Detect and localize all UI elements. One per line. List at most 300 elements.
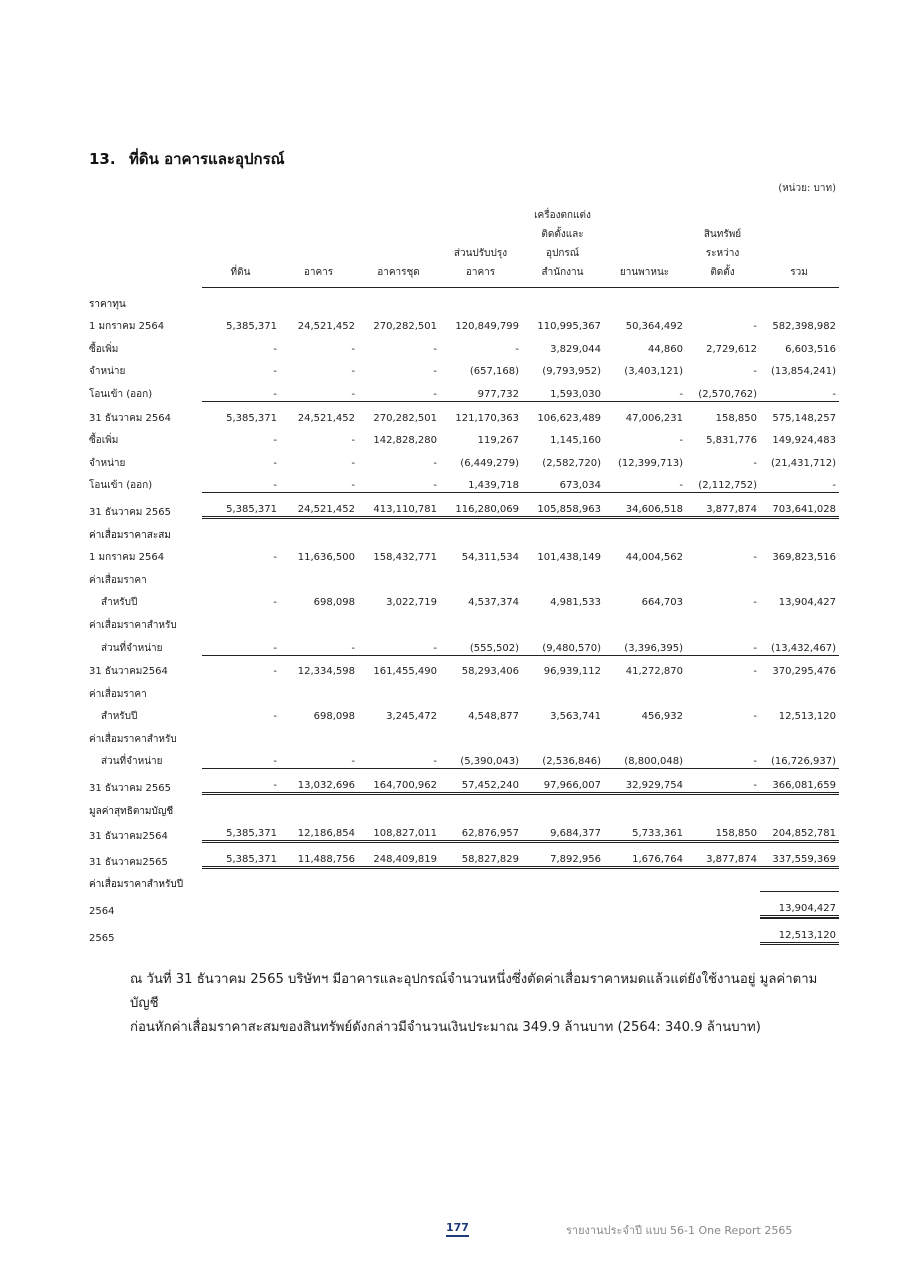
- table-cell: 108,827,011: [358, 818, 440, 844]
- row-label: 2564: [89, 906, 115, 918]
- table-row: [87, 678, 839, 701]
- empty-cell: [440, 564, 522, 587]
- table-cell: 97,966,007: [522, 768, 604, 795]
- row-label: จำหน่าย: [89, 457, 126, 469]
- row-label: ซื้อเพิ่ม: [89, 343, 119, 355]
- table-cell: [358, 891, 440, 918]
- table-cell: -: [351, 756, 355, 768]
- table-cell: 370,295,476: [760, 655, 839, 679]
- table-cell: (13,854,241): [770, 366, 836, 378]
- column-header: [760, 206, 839, 288]
- row-label: ค่าเสื่อมราคาสะสม: [89, 529, 171, 541]
- row-label: 31 ธันวาคม 2565: [89, 506, 171, 518]
- table-cell: -: [273, 597, 277, 609]
- table-cell: 5,733,361: [604, 818, 686, 844]
- empty-cell: [522, 609, 604, 632]
- table-cell: 13,904,427: [778, 597, 836, 609]
- table-cell: -: [753, 642, 757, 654]
- table-cell: (13,432,467): [770, 642, 836, 654]
- footnote-paragraph: [130, 968, 830, 1040]
- table-cell: -: [351, 388, 355, 400]
- empty-cell: [440, 609, 522, 632]
- row-label: ซื้อเพิ่ม: [89, 435, 119, 447]
- row-label: สำหรับปี: [101, 597, 138, 609]
- table-cell: 7,892,956: [522, 843, 604, 869]
- table-cell: -: [273, 388, 277, 400]
- table-cell: 24,521,452: [280, 492, 358, 519]
- table-row: [87, 891, 839, 918]
- table-cell: -: [753, 366, 757, 378]
- table-cell: 11,488,756: [280, 843, 358, 869]
- table-row: [87, 701, 839, 724]
- empty-cell: [280, 564, 358, 587]
- empty-cell: [440, 723, 522, 746]
- table-cell: -: [433, 343, 437, 355]
- table-cell: 44,004,562: [625, 552, 683, 564]
- table-cell: -: [202, 768, 280, 795]
- table-cell: (12,399,713): [617, 457, 683, 469]
- table-cell: 121,170,363: [440, 401, 522, 425]
- empty-cell: [440, 869, 522, 892]
- empty-cell: [202, 609, 280, 632]
- empty-cell: [522, 678, 604, 701]
- empty-cell: [358, 609, 440, 632]
- table-cell: 158,850: [686, 818, 760, 844]
- table-cell: 698,098: [313, 597, 355, 609]
- table-row: [87, 795, 839, 818]
- table-cell: 58,293,406: [440, 655, 522, 679]
- table-cell: 54,311,534: [461, 552, 519, 564]
- table-cell: -: [273, 642, 277, 654]
- column-header: [604, 206, 686, 288]
- footnote-line-2: ก่อนหักค่าเสื่อมราคาสะสมของสินทรัพย์ดังกล่าวมีจำนวนเงินประมาณ 349.9 ล้านบาท (2564: 340.9 ล้านบาท): [130, 1020, 761, 1035]
- table-cell: -: [273, 711, 277, 723]
- table-cell: 1,439,718: [468, 480, 519, 492]
- table-cell: 3,245,472: [386, 711, 437, 723]
- table-cell: 119,267: [477, 435, 519, 447]
- table-cell: 13,904,427: [760, 891, 839, 918]
- table-row: [87, 447, 839, 470]
- empty-cell: [686, 288, 760, 311]
- table-row: [87, 918, 839, 945]
- table-cell: 703,641,028: [760, 492, 839, 519]
- table-cell: -: [351, 457, 355, 469]
- table-cell: -: [753, 321, 757, 333]
- table-cell: 664,703: [641, 597, 683, 609]
- table-cell: [604, 891, 686, 918]
- empty-cell: [202, 519, 280, 542]
- empty-cell: [280, 795, 358, 818]
- table-cell: 366,081,659: [760, 768, 839, 795]
- report-title: รายงานประจำปี แบบ 56-1 One Report 2565: [566, 1224, 793, 1237]
- table-cell: (2,536,846): [542, 756, 601, 768]
- table-row: [87, 768, 839, 795]
- table-cell: 1,676,764: [604, 843, 686, 869]
- empty-cell: [686, 723, 760, 746]
- empty-cell: [280, 609, 358, 632]
- table-cell: [358, 918, 440, 945]
- table-cell: (9,793,952): [542, 366, 601, 378]
- empty-cell: [760, 723, 839, 746]
- empty-cell: [604, 519, 686, 542]
- row-label: ค่าเสื่อมราคาสำหรับ: [89, 619, 177, 631]
- table-cell: 62,876,957: [440, 818, 522, 844]
- column-header-line: ยานพาหนะ: [619, 267, 670, 278]
- table-cell: 149,924,483: [772, 435, 836, 447]
- table-cell: [522, 918, 604, 945]
- row-label: ส่วนที่จำหน่าย: [101, 642, 163, 654]
- table-cell: 2,729,612: [706, 343, 757, 355]
- empty-cell: [202, 795, 280, 818]
- table-cell: -: [351, 642, 355, 654]
- column-header-line: อาคารชุด: [377, 267, 420, 278]
- table-row: [87, 378, 839, 401]
- table-cell: (555,502): [469, 642, 519, 654]
- empty-cell: [522, 288, 604, 311]
- page-number: 177: [446, 1221, 469, 1237]
- empty-cell: [440, 288, 522, 311]
- table-cell: 106,623,489: [522, 401, 604, 425]
- table-row: [87, 818, 839, 844]
- column-header: [686, 206, 760, 288]
- empty-cell: [358, 723, 440, 746]
- table-cell: -: [273, 480, 277, 492]
- table-cell: 6,603,516: [785, 343, 836, 355]
- empty-cell: [280, 519, 358, 542]
- table-row: [87, 843, 839, 869]
- empty-cell: [358, 288, 440, 311]
- row-label: 2565: [89, 932, 115, 944]
- table-cell: 32,929,754: [604, 768, 686, 795]
- row-label: 1 มกราคม 2564: [89, 552, 165, 564]
- empty-cell: [686, 519, 760, 542]
- table-cell: (3,396,395): [624, 642, 683, 654]
- table-cell: -: [433, 642, 437, 654]
- table-cell: 12,513,120: [778, 711, 836, 723]
- empty-cell: [760, 564, 839, 587]
- table-cell: [280, 891, 358, 918]
- table-cell: 698,098: [313, 711, 355, 723]
- column-header-line: ระหว่าง: [705, 248, 740, 259]
- table-cell: 11,636,500: [297, 552, 355, 564]
- table-cell: 204,852,781: [760, 818, 839, 844]
- table-cell: 337,559,369: [760, 843, 839, 869]
- table-cell: -: [273, 552, 277, 564]
- empty-cell: [760, 795, 839, 818]
- empty-cell: [358, 869, 440, 892]
- table-cell: 977,732: [477, 388, 519, 400]
- table-row: [87, 746, 839, 769]
- table-cell: 5,385,371: [226, 321, 277, 333]
- empty-cell: [280, 869, 358, 892]
- empty-cell: [522, 564, 604, 587]
- row-label: 31 ธันวาคม2564: [89, 666, 168, 678]
- table-cell: 5,385,371: [202, 843, 280, 869]
- table-row: [87, 723, 839, 746]
- table-cell: -: [753, 552, 757, 564]
- ppe-table: [87, 206, 839, 945]
- table-cell: -: [753, 597, 757, 609]
- row-label: โอนเข้า (ออก): [89, 480, 153, 492]
- column-header-line: ติดตั้ง: [710, 267, 735, 278]
- table-cell: -: [753, 756, 757, 768]
- row-label: ค่าเสื่อมราคาสำหรับปี: [89, 879, 184, 891]
- table-cell: [440, 918, 522, 945]
- table-cell: -: [433, 756, 437, 768]
- table-cell: 47,006,231: [604, 401, 686, 425]
- table-cell: -: [202, 655, 280, 679]
- table-cell: 1,593,030: [550, 388, 601, 400]
- table-cell: -: [273, 435, 277, 447]
- table-cell: (2,582,720): [542, 457, 601, 469]
- table-row: [87, 470, 839, 493]
- table-row: [87, 356, 839, 379]
- table-cell: 270,282,501: [358, 401, 440, 425]
- table-cell: 158,850: [686, 401, 760, 425]
- row-label: ค่าเสื่อมราคา: [89, 574, 147, 586]
- table-cell: 5,385,371: [202, 818, 280, 844]
- table-cell: 673,034: [559, 480, 601, 492]
- table-cell: (3,403,121): [624, 366, 683, 378]
- table-cell: 582,398,982: [772, 321, 836, 333]
- table-cell: 142,828,280: [373, 435, 437, 447]
- table-header: [87, 206, 839, 288]
- table-row: [87, 609, 839, 632]
- empty-cell: [686, 795, 760, 818]
- table-cell: -: [273, 366, 277, 378]
- table-row: [87, 425, 839, 448]
- table-cell: 4,981,533: [550, 597, 601, 609]
- table-cell: -: [753, 457, 757, 469]
- table-cell: 41,272,870: [604, 655, 686, 679]
- column-header-line: ส่วนปรับปรุง: [453, 248, 508, 259]
- column-header-line: สำนักงาน: [541, 267, 584, 278]
- column-header: [202, 206, 280, 288]
- empty-cell: [280, 678, 358, 701]
- empty-cell: [686, 678, 760, 701]
- table-cell: (9,480,570): [542, 642, 601, 654]
- table-body: [87, 288, 839, 945]
- table-row: [87, 519, 839, 542]
- table-cell: 1,145,160: [550, 435, 601, 447]
- empty-cell: [440, 795, 522, 818]
- empty-cell: [522, 519, 604, 542]
- table-cell: 116,280,069: [440, 492, 522, 519]
- column-header: [280, 206, 358, 288]
- table-cell: 58,827,829: [440, 843, 522, 869]
- row-label: มูลค่าสุทธิตามบัญชี: [89, 805, 174, 817]
- table-cell: 34,606,518: [604, 492, 686, 519]
- table-cell: 57,452,240: [440, 768, 522, 795]
- table-cell: 105,858,963: [522, 492, 604, 519]
- table-cell: [202, 918, 280, 945]
- column-header: [440, 206, 522, 288]
- empty-cell: [604, 678, 686, 701]
- table-cell: 456,932: [641, 711, 683, 723]
- table-cell: 13,032,696: [280, 768, 358, 795]
- table-cell: 575,148,257: [760, 401, 839, 425]
- table-cell: 24,521,452: [297, 321, 355, 333]
- table-cell: 3,563,741: [550, 711, 601, 723]
- table-cell: 12,186,854: [280, 818, 358, 844]
- row-label: 31 ธันวาคม2564: [89, 831, 168, 843]
- column-header-line: อาคาร: [465, 267, 496, 278]
- table-cell: [280, 918, 358, 945]
- table-cell: 9,684,377: [522, 818, 604, 844]
- table-cell: [604, 918, 686, 945]
- row-label: จำหน่าย: [89, 366, 126, 378]
- column-header-line: ที่ดิน: [230, 267, 251, 278]
- table-cell: 96,939,112: [522, 655, 604, 679]
- row-label: ค่าเสื่อมราคาสำหรับ: [89, 733, 177, 745]
- header-label-spacer: [87, 206, 202, 288]
- empty-cell: [440, 519, 522, 542]
- table-cell: [686, 918, 760, 945]
- table-cell: (6,449,279): [460, 457, 519, 469]
- table-cell: [202, 891, 280, 918]
- row-label: 1 มกราคม 2564: [89, 321, 165, 333]
- table-cell: [686, 891, 760, 918]
- table-cell: (21,431,712): [770, 457, 836, 469]
- table-cell: 164,700,962: [358, 768, 440, 795]
- table-row: [87, 869, 839, 892]
- table-cell: -: [273, 343, 277, 355]
- table-cell: 5,385,371: [202, 492, 280, 519]
- table-cell: -: [273, 756, 277, 768]
- table-cell: [440, 891, 522, 918]
- table-row: [87, 311, 839, 334]
- empty-cell: [280, 723, 358, 746]
- table-cell: 369,823,516: [772, 552, 836, 564]
- column-header: [358, 206, 440, 288]
- table-cell: 3,877,874: [686, 492, 760, 519]
- empty-cell: [202, 564, 280, 587]
- table-cell: -: [686, 768, 760, 795]
- row-label: ราคาทุน: [89, 298, 126, 310]
- table-cell: 3,829,044: [550, 343, 601, 355]
- empty-cell: [760, 288, 839, 311]
- table-row: [87, 632, 839, 655]
- table-row: [87, 564, 839, 587]
- table-row: [87, 288, 839, 311]
- empty-cell: [522, 869, 604, 892]
- row-label: 31 ธันวาคม 2565: [89, 783, 171, 795]
- table-cell: -: [433, 366, 437, 378]
- empty-cell: [522, 723, 604, 746]
- empty-cell: [358, 795, 440, 818]
- table-cell: 3,877,874: [686, 843, 760, 869]
- section-title: ที่ดิน อาคารและอุปกรณ์: [129, 150, 285, 168]
- table-cell: [522, 891, 604, 918]
- table-cell: -: [433, 388, 437, 400]
- table-cell: -: [351, 480, 355, 492]
- empty-cell: [686, 564, 760, 587]
- empty-cell: [686, 609, 760, 632]
- table-cell: -: [686, 655, 760, 679]
- empty-cell: [358, 678, 440, 701]
- table-row: [87, 333, 839, 356]
- table-cell: 120,849,799: [455, 321, 519, 333]
- empty-cell: [604, 795, 686, 818]
- table-cell: -: [753, 711, 757, 723]
- empty-cell: [280, 288, 358, 311]
- table-cell: 44,860: [648, 343, 683, 355]
- table-cell: (2,570,762): [698, 388, 757, 400]
- empty-cell: [604, 609, 686, 632]
- table-row: [87, 492, 839, 519]
- table-cell: (657,168): [469, 366, 519, 378]
- empty-cell: [202, 723, 280, 746]
- table-row: [87, 655, 839, 679]
- table-cell: 4,537,374: [468, 597, 519, 609]
- row-label: 31 ธันวาคม 2564: [89, 412, 171, 424]
- row-label: โอนเข้า (ออก): [89, 388, 153, 400]
- table-cell: 101,438,149: [537, 552, 601, 564]
- table-row: [87, 401, 839, 425]
- table-cell: 413,110,781: [358, 492, 440, 519]
- table-cell: (8,800,048): [624, 756, 683, 768]
- column-header-line: เครื่องตกแต่ง: [534, 210, 591, 221]
- table-cell: 270,282,501: [373, 321, 437, 333]
- table-cell: 5,385,371: [202, 401, 280, 425]
- empty-cell: [202, 288, 280, 311]
- empty-cell: [604, 723, 686, 746]
- table-cell: -: [679, 480, 683, 492]
- table-cell: (16,726,937): [770, 756, 836, 768]
- table-cell: 3,022,719: [386, 597, 437, 609]
- table-cell: 110,995,367: [537, 321, 601, 333]
- table-cell: -: [351, 435, 355, 447]
- unit-label: (หน่วย: บาท): [778, 183, 836, 194]
- table-row: [87, 587, 839, 610]
- table-cell: 24,521,452: [280, 401, 358, 425]
- table-cell: 161,455,490: [358, 655, 440, 679]
- table-cell: 5,831,776: [706, 435, 757, 447]
- table-cell: -: [515, 343, 519, 355]
- table-cell: (5,390,043): [460, 756, 519, 768]
- empty-cell: [604, 869, 686, 892]
- column-header-line: รวม: [790, 267, 808, 278]
- column-header: [522, 206, 604, 288]
- table-cell: 158,432,771: [373, 552, 437, 564]
- empty-cell: [760, 678, 839, 701]
- footnote-line-1: ณ วันที่ 31 ธันวาคม 2565 บริษัทฯ มีอาคารและอุปกรณ์จำนวนหนึ่งซึ่งตัดค่าเสื่อมราคาหมดแล้วแต่ยังใช้งานอยู่ มูลค่าตามบัญชี: [130, 972, 818, 1011]
- table-cell: -: [832, 388, 836, 400]
- table-cell: -: [679, 388, 683, 400]
- column-header-line: อาคาร: [303, 267, 334, 278]
- table-cell: -: [351, 343, 355, 355]
- empty-cell: [604, 564, 686, 587]
- column-header-line: ติดตั้งและ: [541, 229, 584, 240]
- table-cell: -: [351, 366, 355, 378]
- table-cell: 50,364,492: [625, 321, 683, 333]
- table-cell: -: [433, 480, 437, 492]
- table-cell: 12,334,598: [280, 655, 358, 679]
- column-header-line: อุปกรณ์: [545, 248, 580, 259]
- table-cell: -: [433, 457, 437, 469]
- empty-cell: [522, 795, 604, 818]
- table-cell: -: [832, 480, 836, 492]
- column-header-line: สินทรัพย์: [703, 229, 742, 240]
- row-label: สำหรับปี: [101, 711, 138, 723]
- section-heading: [89, 147, 285, 171]
- row-label: 31 ธันวาคม2565: [89, 856, 168, 868]
- empty-cell: [358, 519, 440, 542]
- empty-cell: [760, 519, 839, 542]
- section-number: 13.: [89, 150, 116, 168]
- row-label: ค่าเสื่อมราคา: [89, 688, 147, 700]
- table-row: [87, 542, 839, 565]
